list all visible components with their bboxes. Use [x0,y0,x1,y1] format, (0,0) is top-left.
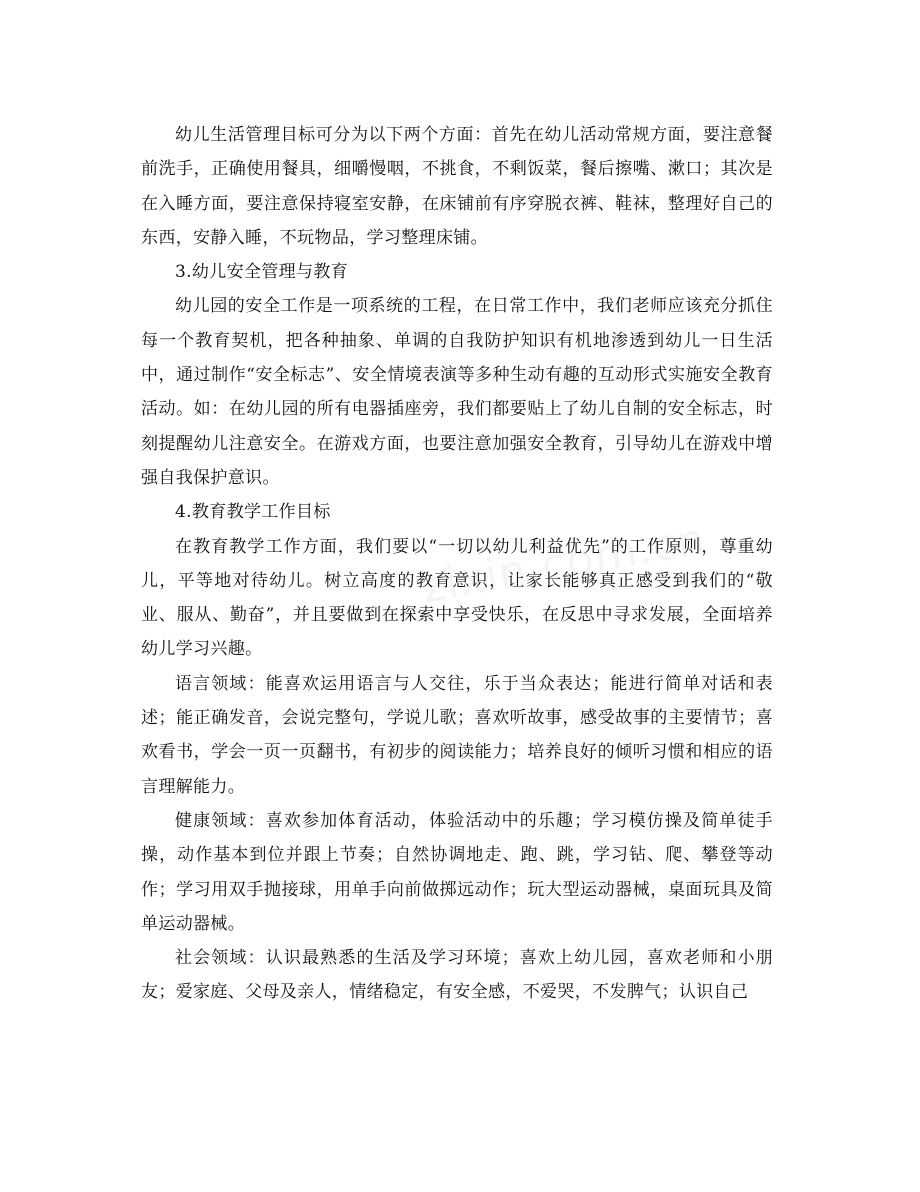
paragraph-life-management: 幼儿生活管理目标可分为以下两个方面：首先在幼儿活动常规方面，要注意餐前洗手，正确使用餐具，细嚼慢咽，不挑食，不剩饭菜，餐后擦嘴、漱口；其次是在入睡方面，要注意保持寝室安静，在床铺前有序穿脱衣裤、鞋袜，整理好自己的东西，安静入睡，不玩物品，学习整理床铺。 [141,125,773,248]
document-body [141,118,773,1010]
heading-teaching-goals: 4.教育教学工作目标 [175,502,331,523]
paragraph-social-domain: 社会领域：认识最熟悉的生活及学习环境；喜欢上幼儿园，喜欢老师和小朋友；爱家庭、父母及亲人，情绪稳定，有安全感，不爱哭，不发脾气；认识自己 [141,948,773,1003]
paragraph-language-domain: 语言领域：能喜欢运用语言与人交往，乐于当众表达；能进行简单对话和表述；能正确发音，会说完整句，学说儿歌；喜欢听故事，感受故事的主要情节；喜欢看书，学会一页一页翻书，有初步的阅读能力；培养良好的倾听习惯和相应的语言理解能力。 [141,673,773,797]
paragraph-safety-work: 幼儿园的安全工作是一项系统的工程，在日常工作中，我们老师应该充分抓住每一个教育契机，把各种抽象、单调的自我防护知识有机地渗透到幼儿一日生活中，通过制作“安全标志”、安全情境表演等多种生动有趣的互动形式实施安全教育活动。如：在幼儿园的所有电器插座旁，我们都要贴上了幼儿自制的安全标志，时刻提醒幼儿注意安全。在游戏方面，也要注意加强安全教育，引导幼儿在游戏中增强自我保护意识。 [141,296,773,488]
paragraph-teaching-work: 在教育教学工作方面，我们要以“一切以幼儿利益优先”的工作原则，尊重幼儿，平等地对待幼儿。树立高度的教育意识，让家长能够真正感受到我们的“敬业、服从、勤奋”，并且要做到在探索中享受快乐，在反思中寻求发展，全面培养幼儿学习兴趣。 [141,536,773,660]
paragraph-health-domain: 健康领域：喜欢参加体育活动，体验活动中的乐趣；学习模仿操及简单徒手操，动作基本到位并跟上节奏；自然协调地走、跑、跳，学习钻、爬、攀登等动作；学习用双手抛接球，用单手向前做掷远动作；玩大型运动器械，桌面玩具及简单运动器械。 [141,810,773,934]
heading-safety-management: 3.幼儿安全管理与教育 [175,262,349,283]
